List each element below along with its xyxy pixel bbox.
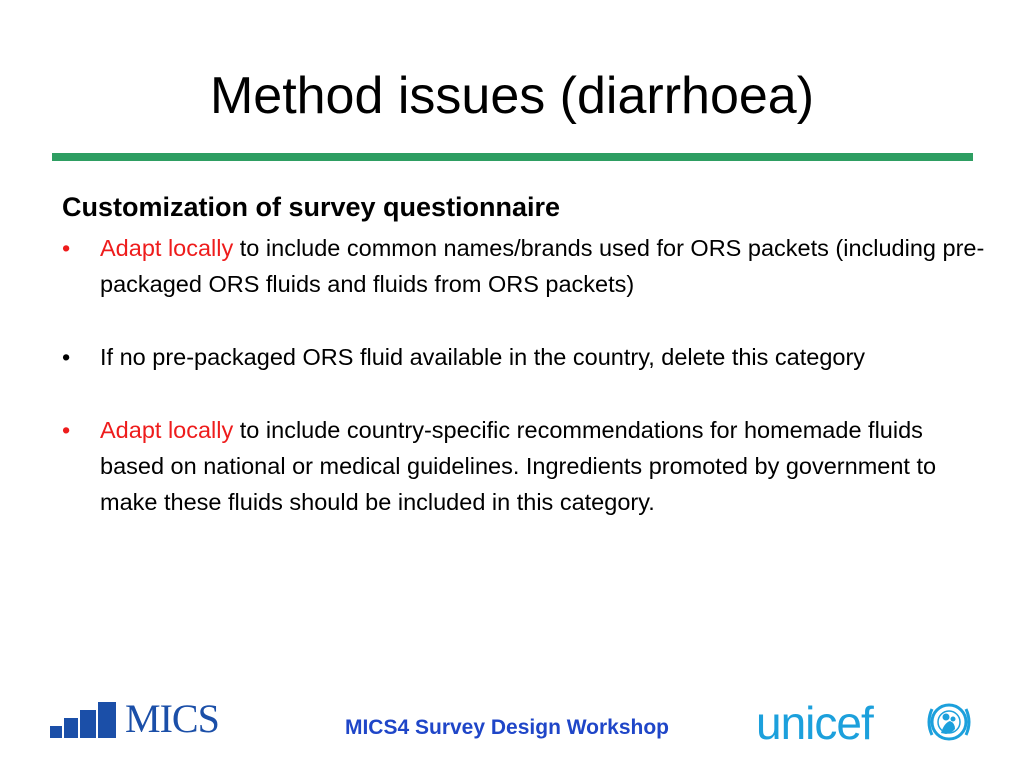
- slide-title: Method issues (diarrhoea): [209, 67, 815, 125]
- bullet-text: to include common names/brands used for ORS packets (including pre-packaged ORS fluids and fluids from ORS packets): [100, 235, 985, 297]
- section-heading: Customization of survey questionnaire: [62, 192, 561, 222]
- bullet-highlight: Adapt locally: [100, 417, 234, 443]
- bullet-marker: •: [62, 417, 71, 443]
- unicef-logo: [756, 697, 976, 749]
- mics-logo-text: MICS: [125, 696, 219, 741]
- bullet-item-3: [62, 412, 992, 520]
- footer-workshop-label: MICS4 Survey Design Workshop: [344, 716, 670, 739]
- title-divider: [52, 153, 973, 161]
- unicef-emblem-icon: [924, 699, 974, 745]
- bullet-text: If no pre-packaged ORS fluid available in the country, delete this category: [100, 344, 866, 370]
- bullet-text: to include country-specific recommendations for homemade fluids based on national or medical guidelines. Ingredients promoted by government to make these fluids should be included in this category.: [100, 417, 937, 515]
- slide-body: [62, 188, 992, 520]
- bullet-marker: •: [62, 235, 71, 261]
- bullet-item-2: [62, 339, 992, 375]
- unicef-logo-text: unicef: [756, 697, 873, 749]
- bullet-item-1: [62, 230, 992, 302]
- bullet-marker: •: [62, 344, 71, 370]
- bullet-highlight: Adapt locally: [100, 235, 234, 261]
